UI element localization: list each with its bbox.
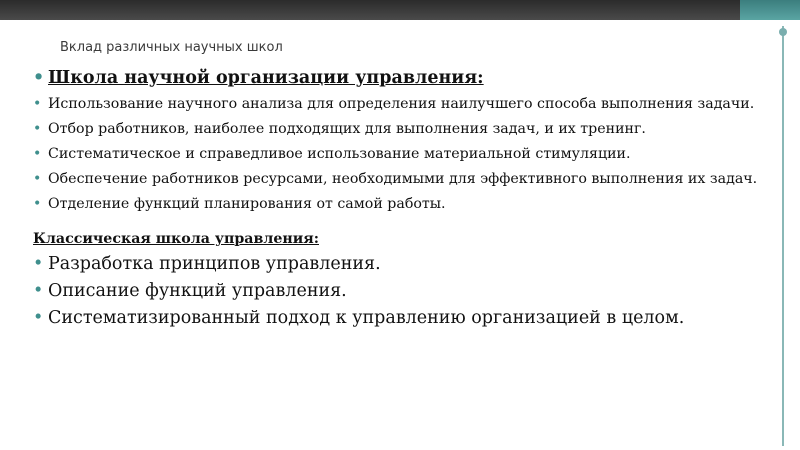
- scientific-school-list: [33, 66, 778, 214]
- list-item: [33, 94, 778, 114]
- list-item: [33, 194, 778, 214]
- bullet-icon: •: [33, 281, 44, 301]
- side-decorative-dot: [779, 28, 787, 36]
- top-accent-block: [740, 0, 800, 20]
- bullet-icon: •: [33, 96, 42, 112]
- list-item-text: Систематическое и справедливое использование материальной стимуляции.: [48, 146, 631, 162]
- bullet-icon: •: [33, 308, 44, 328]
- list-item-text: Отделение функций планирования от самой работы.: [48, 196, 446, 212]
- list-item: [33, 144, 778, 164]
- classical-school-heading: Классическая школа управления:: [33, 231, 319, 247]
- list-item-text: Описание функций управления.: [48, 281, 347, 301]
- list-item-text: Использование научного анализа для определения наилучшего способа выполнения задачи.: [48, 96, 755, 112]
- classical-school-list: [33, 253, 778, 330]
- bullet-icon: •: [33, 146, 42, 162]
- bullet-icon: •: [33, 68, 45, 88]
- side-decorative-line: [782, 26, 784, 446]
- list-item: [33, 169, 778, 189]
- slide-title: Вклад различных научных школ: [60, 40, 283, 55]
- list-item: [33, 280, 778, 303]
- bullet-icon: •: [33, 121, 42, 137]
- top-decorative-bar: [0, 0, 800, 20]
- list-item-text: Обеспечение работников ресурсами, необходимыми для эффективного выполнения их задач.: [48, 171, 758, 187]
- bullet-icon: •: [33, 196, 42, 212]
- list-item-text: Разработка принципов управления.: [48, 254, 381, 274]
- bullet-icon: •: [33, 171, 42, 187]
- list-item-text: Систематизированный подход к управлению организацией в целом.: [48, 308, 685, 328]
- list-item: [33, 119, 778, 139]
- bullet-icon: •: [33, 254, 44, 274]
- heading-text: Школа научной организации управления:: [48, 68, 484, 88]
- list-item: [33, 253, 778, 276]
- slide-content: [33, 66, 778, 334]
- list-item: [33, 307, 778, 330]
- scientific-school-heading: [33, 66, 778, 90]
- list-item-text: Отбор работников, наиболее подходящих для выполнения задач, и их тренинг.: [48, 121, 646, 137]
